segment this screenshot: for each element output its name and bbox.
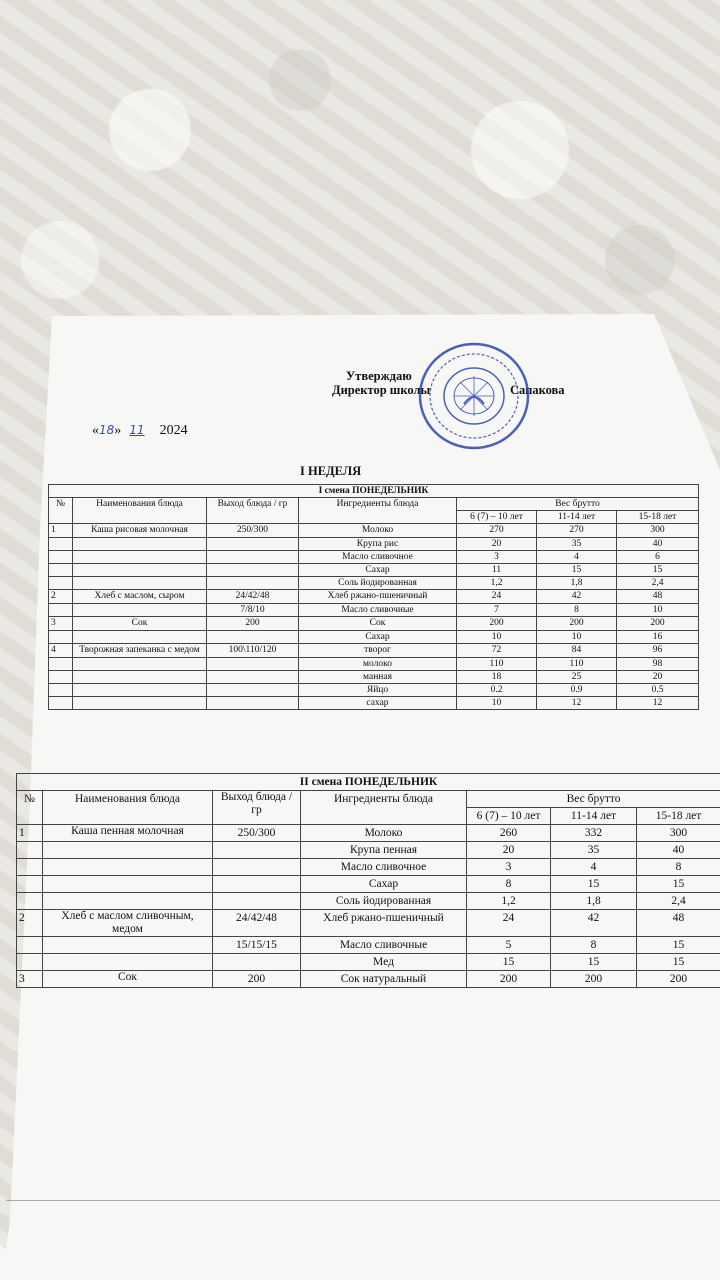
- dish-name: Хлеб с маслом, сыром: [73, 590, 207, 604]
- weight-11-14: 8: [537, 604, 617, 617]
- row-number: [17, 893, 43, 910]
- ingredient-name: Соль йодированная: [301, 893, 467, 910]
- table-row: [17, 842, 720, 859]
- dish-output: [207, 631, 299, 644]
- ingredient-name: Сок: [299, 617, 457, 631]
- weight-15-18: 48: [617, 590, 699, 604]
- weight-15-18: 96: [617, 644, 699, 658]
- dish-output: 250/300: [207, 524, 299, 538]
- table-row: [49, 644, 699, 658]
- col-weight: Вес брутто: [467, 791, 720, 808]
- dish-output: 250/300: [213, 825, 301, 842]
- dish-output: [207, 538, 299, 551]
- table-row: [49, 604, 699, 617]
- col-age-6-10: 6 (7) – 10 лет: [457, 511, 537, 524]
- ingredient-name: сахар: [299, 697, 457, 710]
- paper-fold-line: [6, 1200, 720, 1201]
- dish-output: 24/42/48: [207, 590, 299, 604]
- weight-6-10: 18: [457, 671, 537, 684]
- weight-11-14: 10: [537, 631, 617, 644]
- ingredient-name: Сок натуральный: [301, 971, 467, 988]
- col-dish: Наименования блюда: [73, 498, 207, 524]
- weight-6-10: 20: [457, 538, 537, 551]
- weight-6-10: 1,2: [467, 893, 551, 910]
- dish-output: [207, 697, 299, 710]
- row-number: 1: [49, 524, 73, 538]
- weight-15-18: 6: [617, 551, 699, 564]
- date-quote-close: »: [114, 423, 122, 438]
- table-row: [49, 577, 699, 590]
- date-month: 11: [129, 423, 145, 437]
- weight-11-14: 200: [551, 971, 637, 988]
- weight-11-14: 84: [537, 644, 617, 658]
- weight-11-14: 0.9: [537, 684, 617, 697]
- date-day: 18: [99, 423, 115, 437]
- weight-11-14: 270: [537, 524, 617, 538]
- ingredient-name: творог: [299, 644, 457, 658]
- ingredient-name: Хлеб ржано-пшеничный: [299, 590, 457, 604]
- table-row: [17, 893, 720, 910]
- row-number: [17, 859, 43, 876]
- col-age-6-10: 6 (7) – 10 лет: [467, 808, 551, 825]
- ingredient-name: Молоко: [301, 825, 467, 842]
- weight-11-14: 15: [551, 876, 637, 893]
- table-row: [49, 564, 699, 577]
- weight-15-18: 2,4: [617, 577, 699, 590]
- director-name: Сапакова: [510, 383, 565, 397]
- table-row: [49, 524, 699, 538]
- row-number: 2: [17, 910, 43, 937]
- dish-name: [73, 671, 207, 684]
- row-number: [49, 577, 73, 590]
- shift2-menu-table: [16, 773, 720, 988]
- dish-output: [207, 564, 299, 577]
- weight-15-18: 2,4: [637, 893, 720, 910]
- dish-output: [213, 859, 301, 876]
- dish-name: [73, 538, 207, 551]
- row-number: [17, 876, 43, 893]
- table-row: [17, 825, 720, 842]
- table-row: [17, 859, 720, 876]
- weight-11-14: 110: [537, 658, 617, 671]
- weight-11-14: 332: [551, 825, 637, 842]
- approval-date: [92, 423, 188, 439]
- row-number: [49, 658, 73, 671]
- date-quote-open: «: [92, 423, 99, 438]
- dish-name: Каша рисовая молочная: [73, 524, 207, 538]
- dish-output: [207, 658, 299, 671]
- dish-output: 15/15/15: [213, 937, 301, 954]
- weight-15-18: 300: [637, 825, 720, 842]
- row-number: 3: [17, 971, 43, 988]
- col-age-15-18: 15-18 лет: [637, 808, 720, 825]
- ingredient-name: манная: [299, 671, 457, 684]
- weight-15-18: 200: [637, 971, 720, 988]
- dish-output: [207, 577, 299, 590]
- col-num: №: [17, 791, 43, 825]
- emblem-icon: [418, 342, 530, 450]
- col-dish: Наименования блюда: [43, 791, 213, 825]
- shift2-rows: [17, 825, 720, 988]
- weight-6-10: 200: [467, 971, 551, 988]
- dish-name: [43, 842, 213, 859]
- table-row: [49, 590, 699, 604]
- dish-name: [73, 684, 207, 697]
- ingredient-name: Крупа пенная: [301, 842, 467, 859]
- row-number: 3: [49, 617, 73, 631]
- ingredient-name: Соль йодированная: [299, 577, 457, 590]
- col-ingredients: Ингредиенты блюда: [301, 791, 467, 825]
- weight-11-14: 4: [537, 551, 617, 564]
- row-number: [17, 937, 43, 954]
- table-row: [49, 684, 699, 697]
- ingredient-name: Сахар: [299, 564, 457, 577]
- dish-output: [213, 876, 301, 893]
- row-number: [49, 684, 73, 697]
- row-number: 2: [49, 590, 73, 604]
- col-ingredients: Ингредиенты блюда: [299, 498, 457, 524]
- col-age-11-14: 11-14 лет: [537, 511, 617, 524]
- weight-11-14: 42: [551, 910, 637, 937]
- dish-output: [213, 893, 301, 910]
- dish-output: [207, 684, 299, 697]
- weight-11-14: 15: [551, 954, 637, 971]
- weight-11-14: 12: [537, 697, 617, 710]
- week-title: I НЕДЕЛЯ: [300, 464, 362, 478]
- col-output: Выход блюда / гр: [207, 498, 299, 524]
- row-number: [49, 671, 73, 684]
- dish-name: Каша пенная молочная: [43, 825, 213, 842]
- col-output: Выход блюда / гр: [213, 791, 301, 825]
- table-row: [49, 538, 699, 551]
- shift1-title: I смена ПОНЕДЕЛЬНИК: [49, 485, 699, 498]
- weight-6-10: 0.2: [457, 684, 537, 697]
- row-number: [49, 604, 73, 617]
- row-number: 1: [17, 825, 43, 842]
- weight-6-10: 3: [467, 859, 551, 876]
- ingredient-name: Масло сливочное: [301, 859, 467, 876]
- dish-name: Сок: [73, 617, 207, 631]
- weight-15-18: 10: [617, 604, 699, 617]
- weight-15-18: 16: [617, 631, 699, 644]
- weight-6-10: 1,2: [457, 577, 537, 590]
- weight-6-10: 3: [457, 551, 537, 564]
- weight-15-18: 20: [617, 671, 699, 684]
- weight-6-10: 7: [457, 604, 537, 617]
- weight-15-18: 15: [637, 954, 720, 971]
- dish-output: [207, 671, 299, 684]
- weight-6-10: 200: [457, 617, 537, 631]
- dish-name: [43, 876, 213, 893]
- weight-6-10: 15: [467, 954, 551, 971]
- dish-name: [43, 893, 213, 910]
- dish-name: [73, 631, 207, 644]
- dish-output: 200: [207, 617, 299, 631]
- dish-output: [213, 842, 301, 859]
- weight-6-10: 20: [467, 842, 551, 859]
- row-number: [49, 564, 73, 577]
- ingredient-name: молоко: [299, 658, 457, 671]
- weight-6-10: 5: [467, 937, 551, 954]
- ingredient-name: Сахар: [301, 876, 467, 893]
- weight-15-18: 0.5: [617, 684, 699, 697]
- weight-6-10: 24: [467, 910, 551, 937]
- row-number: [49, 631, 73, 644]
- weight-15-18: 98: [617, 658, 699, 671]
- weight-15-18: 48: [637, 910, 720, 937]
- weight-15-18: 200: [617, 617, 699, 631]
- weight-11-14: 4: [551, 859, 637, 876]
- weight-15-18: 12: [617, 697, 699, 710]
- table-row: [49, 671, 699, 684]
- ingredient-name: Яйцо: [299, 684, 457, 697]
- dish-name: [73, 551, 207, 564]
- dish-output: [207, 551, 299, 564]
- weight-11-14: 1,8: [537, 577, 617, 590]
- date-year: 2024: [159, 423, 188, 438]
- row-number: [49, 538, 73, 551]
- dish-name: [73, 577, 207, 590]
- dish-name: [43, 937, 213, 954]
- table-row: [17, 971, 720, 988]
- dish-output: 24/42/48: [213, 910, 301, 937]
- table-row: [49, 697, 699, 710]
- shift1-menu-table: [48, 484, 699, 710]
- weight-6-10: 110: [457, 658, 537, 671]
- table-row: [49, 631, 699, 644]
- row-number: [17, 954, 43, 971]
- table-row: [17, 876, 720, 893]
- table-row: [49, 617, 699, 631]
- ingredient-name: Хлеб ржано-пшеничный: [301, 910, 467, 937]
- weight-6-10: 270: [457, 524, 537, 538]
- dish-output: 100\110/120: [207, 644, 299, 658]
- weight-6-10: 24: [457, 590, 537, 604]
- ingredient-name: Молоко: [299, 524, 457, 538]
- dish-name: [43, 859, 213, 876]
- weight-15-18: 40: [637, 842, 720, 859]
- dish-name: Хлеб с маслом сливочным, медом: [43, 910, 213, 937]
- document-header: [0, 0, 720, 480]
- weight-11-14: 15: [537, 564, 617, 577]
- col-age-11-14: 11-14 лет: [551, 808, 637, 825]
- shift1-rows: [49, 524, 699, 710]
- row-number: [49, 697, 73, 710]
- weight-15-18: 15: [637, 876, 720, 893]
- weight-11-14: 200: [537, 617, 617, 631]
- dish-name: Творожная запеканка с медом: [73, 644, 207, 658]
- ingredient-name: Масло сливочные: [299, 604, 457, 617]
- dish-name: [73, 604, 207, 617]
- ingredient-name: Мед: [301, 954, 467, 971]
- weight-15-18: 40: [617, 538, 699, 551]
- weight-6-10: 10: [457, 631, 537, 644]
- col-num: №: [49, 498, 73, 524]
- row-number: [49, 551, 73, 564]
- weight-15-18: 15: [617, 564, 699, 577]
- weight-6-10: 10: [457, 697, 537, 710]
- weight-6-10: 72: [457, 644, 537, 658]
- table-row: [49, 551, 699, 564]
- weight-15-18: 15: [637, 937, 720, 954]
- weight-11-14: 1,8: [551, 893, 637, 910]
- dish-name: [73, 697, 207, 710]
- table-row: [17, 954, 720, 971]
- weight-11-14: 8: [551, 937, 637, 954]
- approve-label: Утверждаю: [346, 369, 412, 383]
- dish-output: [213, 954, 301, 971]
- row-number: 4: [49, 644, 73, 658]
- dish-name: Сок: [43, 971, 213, 988]
- col-weight: Вес брутто: [457, 498, 699, 511]
- dish-output: 200: [213, 971, 301, 988]
- table-row: [49, 658, 699, 671]
- weight-15-18: 300: [617, 524, 699, 538]
- weight-6-10: 260: [467, 825, 551, 842]
- shift2-title: II смена ПОНЕДЕЛЬНИК: [17, 774, 720, 791]
- dish-name: [73, 564, 207, 577]
- weight-6-10: 11: [457, 564, 537, 577]
- weight-6-10: 8: [467, 876, 551, 893]
- ingredient-name: Масло сливочные: [301, 937, 467, 954]
- ingredient-name: Сахар: [299, 631, 457, 644]
- weight-11-14: 25: [537, 671, 617, 684]
- row-number: [17, 842, 43, 859]
- table-row: [17, 910, 720, 937]
- ingredient-name: Масло сливочное: [299, 551, 457, 564]
- weight-11-14: 35: [551, 842, 637, 859]
- weight-15-18: 8: [637, 859, 720, 876]
- col-age-15-18: 15-18 лет: [617, 511, 699, 524]
- dish-output: 7/8/10: [207, 604, 299, 617]
- ingredient-name: Крупа рис: [299, 538, 457, 551]
- weight-11-14: 42: [537, 590, 617, 604]
- dish-name: [43, 954, 213, 971]
- dish-name: [73, 658, 207, 671]
- director-label: Директор школы: [332, 383, 431, 397]
- table-row: [17, 937, 720, 954]
- weight-11-14: 35: [537, 538, 617, 551]
